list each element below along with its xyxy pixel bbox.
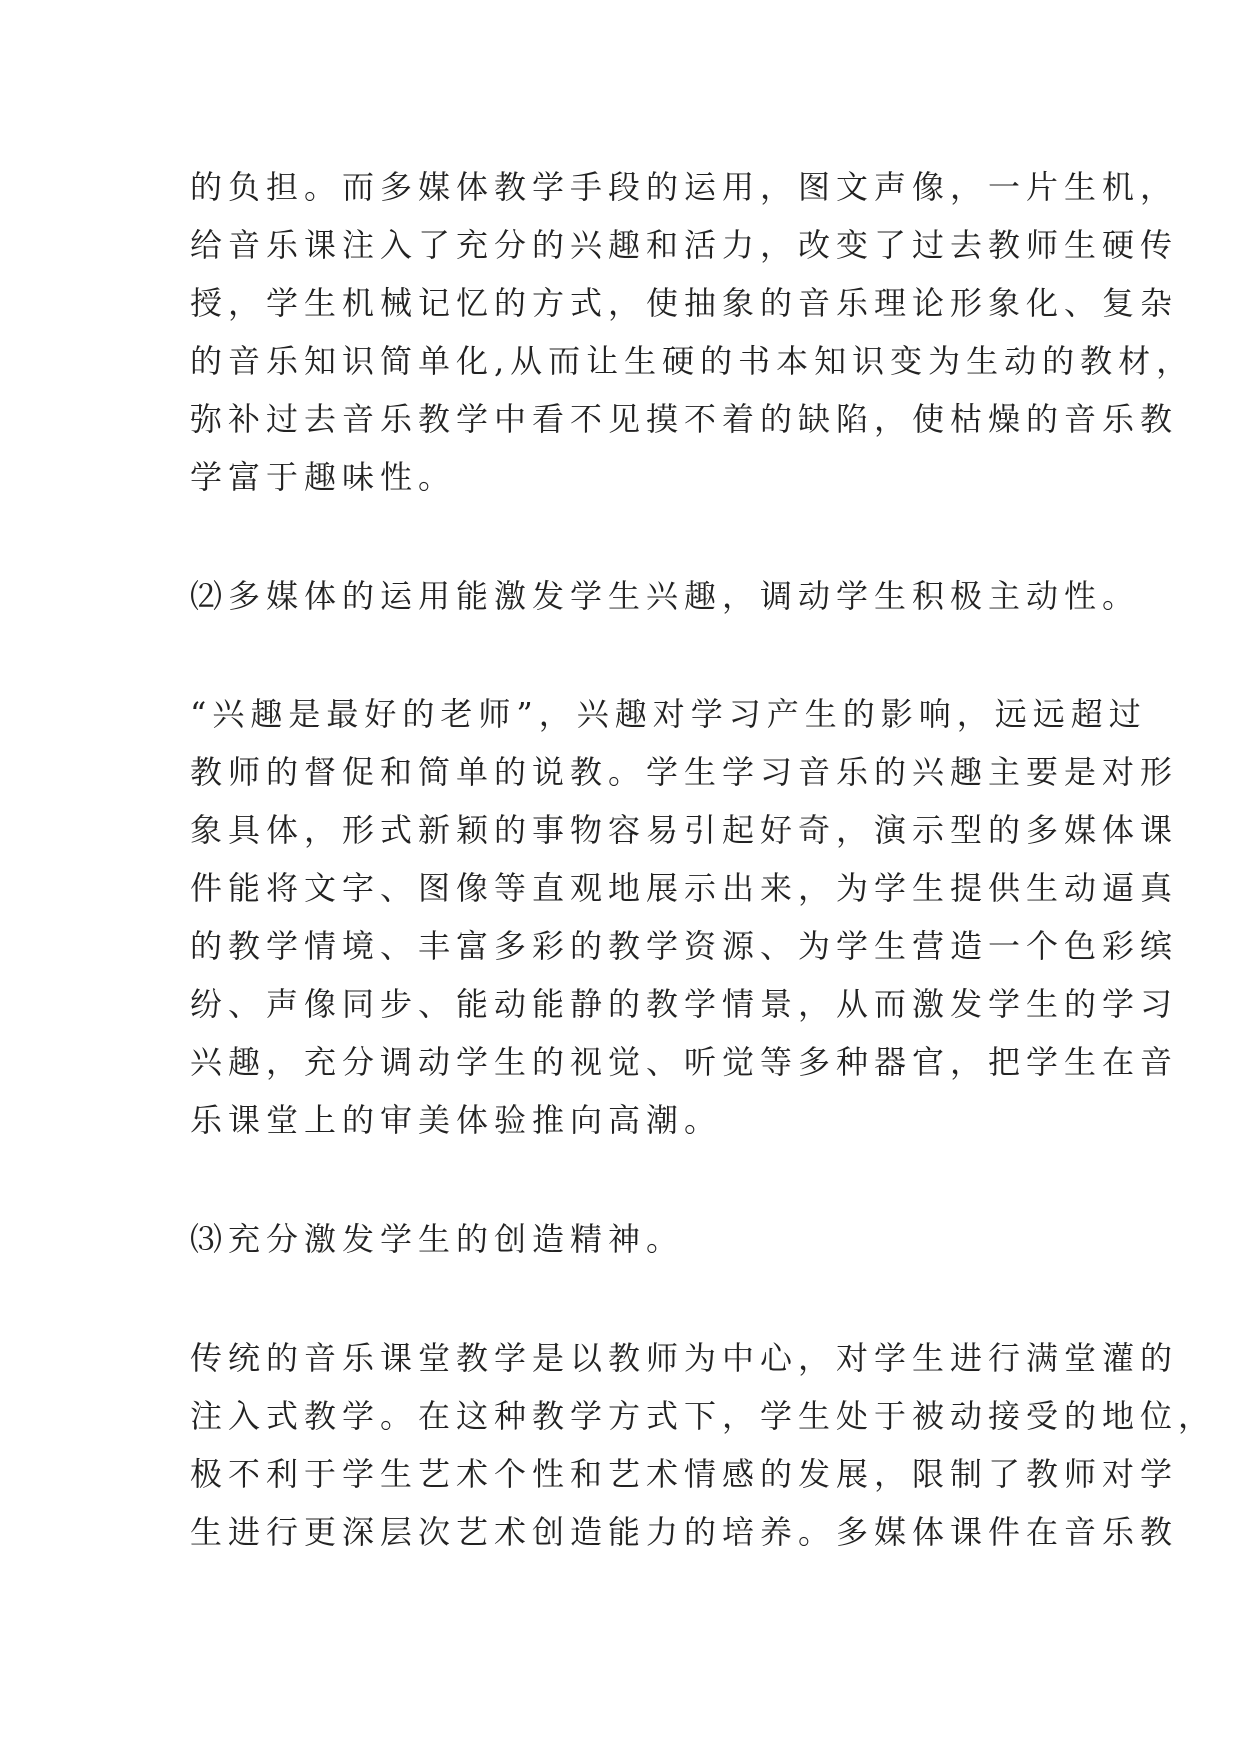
- text-line: 象具体，形式新颖的事物容易引起好奇，演示型的多媒体课: [190, 811, 1179, 849]
- section-heading-2: [190, 567, 1141, 625]
- section-heading-3: [190, 1210, 1060, 1268]
- text-line: 的音乐知识简单化,从而让生硬的书本知识变为生动的教材，: [190, 342, 1195, 380]
- text-line: 给音乐课注入了充分的兴趣和活力，改变了过去教师生硬传: [190, 226, 1179, 264]
- text-line: 弥补过去音乐教学中看不见摸不着的缺陷，使枯燥的音乐教: [190, 400, 1179, 438]
- paragraph-interest: [190, 685, 1179, 1149]
- heading-text: ⑵多媒体的运用能激发学生兴趣，调动学生积极主动性。: [190, 577, 1141, 615]
- text-line: 件能将文字、图像等直观地展示出来，为学生提供生动逼真: [190, 869, 1179, 907]
- text-line: 的负担。而多媒体教学手段的运用，图文声像，一片生机，: [190, 168, 1179, 206]
- text-line: 乐课堂上的审美体验推向高潮。: [190, 1101, 723, 1139]
- text-line: 教师的督促和简单的说教。学生学习音乐的兴趣主要是对形: [190, 753, 1179, 791]
- text-line: 传统的音乐课堂教学是以教师为中心，对学生进行满堂灌的: [190, 1339, 1179, 1377]
- text-line: 兴趣，充分调动学生的视觉、听觉等多种器官，把学生在音: [190, 1043, 1179, 1081]
- paragraph-creativity: [190, 1329, 1217, 1561]
- text-line: 极不利于学生艺术个性和艺术情感的发展，限制了教师对学: [190, 1455, 1179, 1493]
- heading-text: ⑶充分激发学生的创造精神。: [190, 1220, 685, 1258]
- text-line: 学富于趣味性。: [190, 458, 457, 496]
- paragraph-burden-multimedia: [190, 158, 1195, 506]
- text-line: “兴趣是最好的老师”，兴趣对学习产生的影响，远远超过: [190, 695, 1147, 733]
- text-line: 的教学情境、丰富多彩的教学资源、为学生营造一个色彩缤: [190, 927, 1179, 965]
- text-line: 生进行更深层次艺术创造能力的培养。多媒体课件在音乐教: [190, 1513, 1179, 1551]
- text-line: 注入式教学。在这种教学方式下，学生处于被动接受的地位，: [190, 1397, 1217, 1435]
- text-line: 纷、声像同步、能动能静的教学情景，从而激发学生的学习: [190, 985, 1179, 1023]
- text-line: 授，学生机械记忆的方式，使抽象的音乐理论形象化、复杂: [190, 284, 1179, 322]
